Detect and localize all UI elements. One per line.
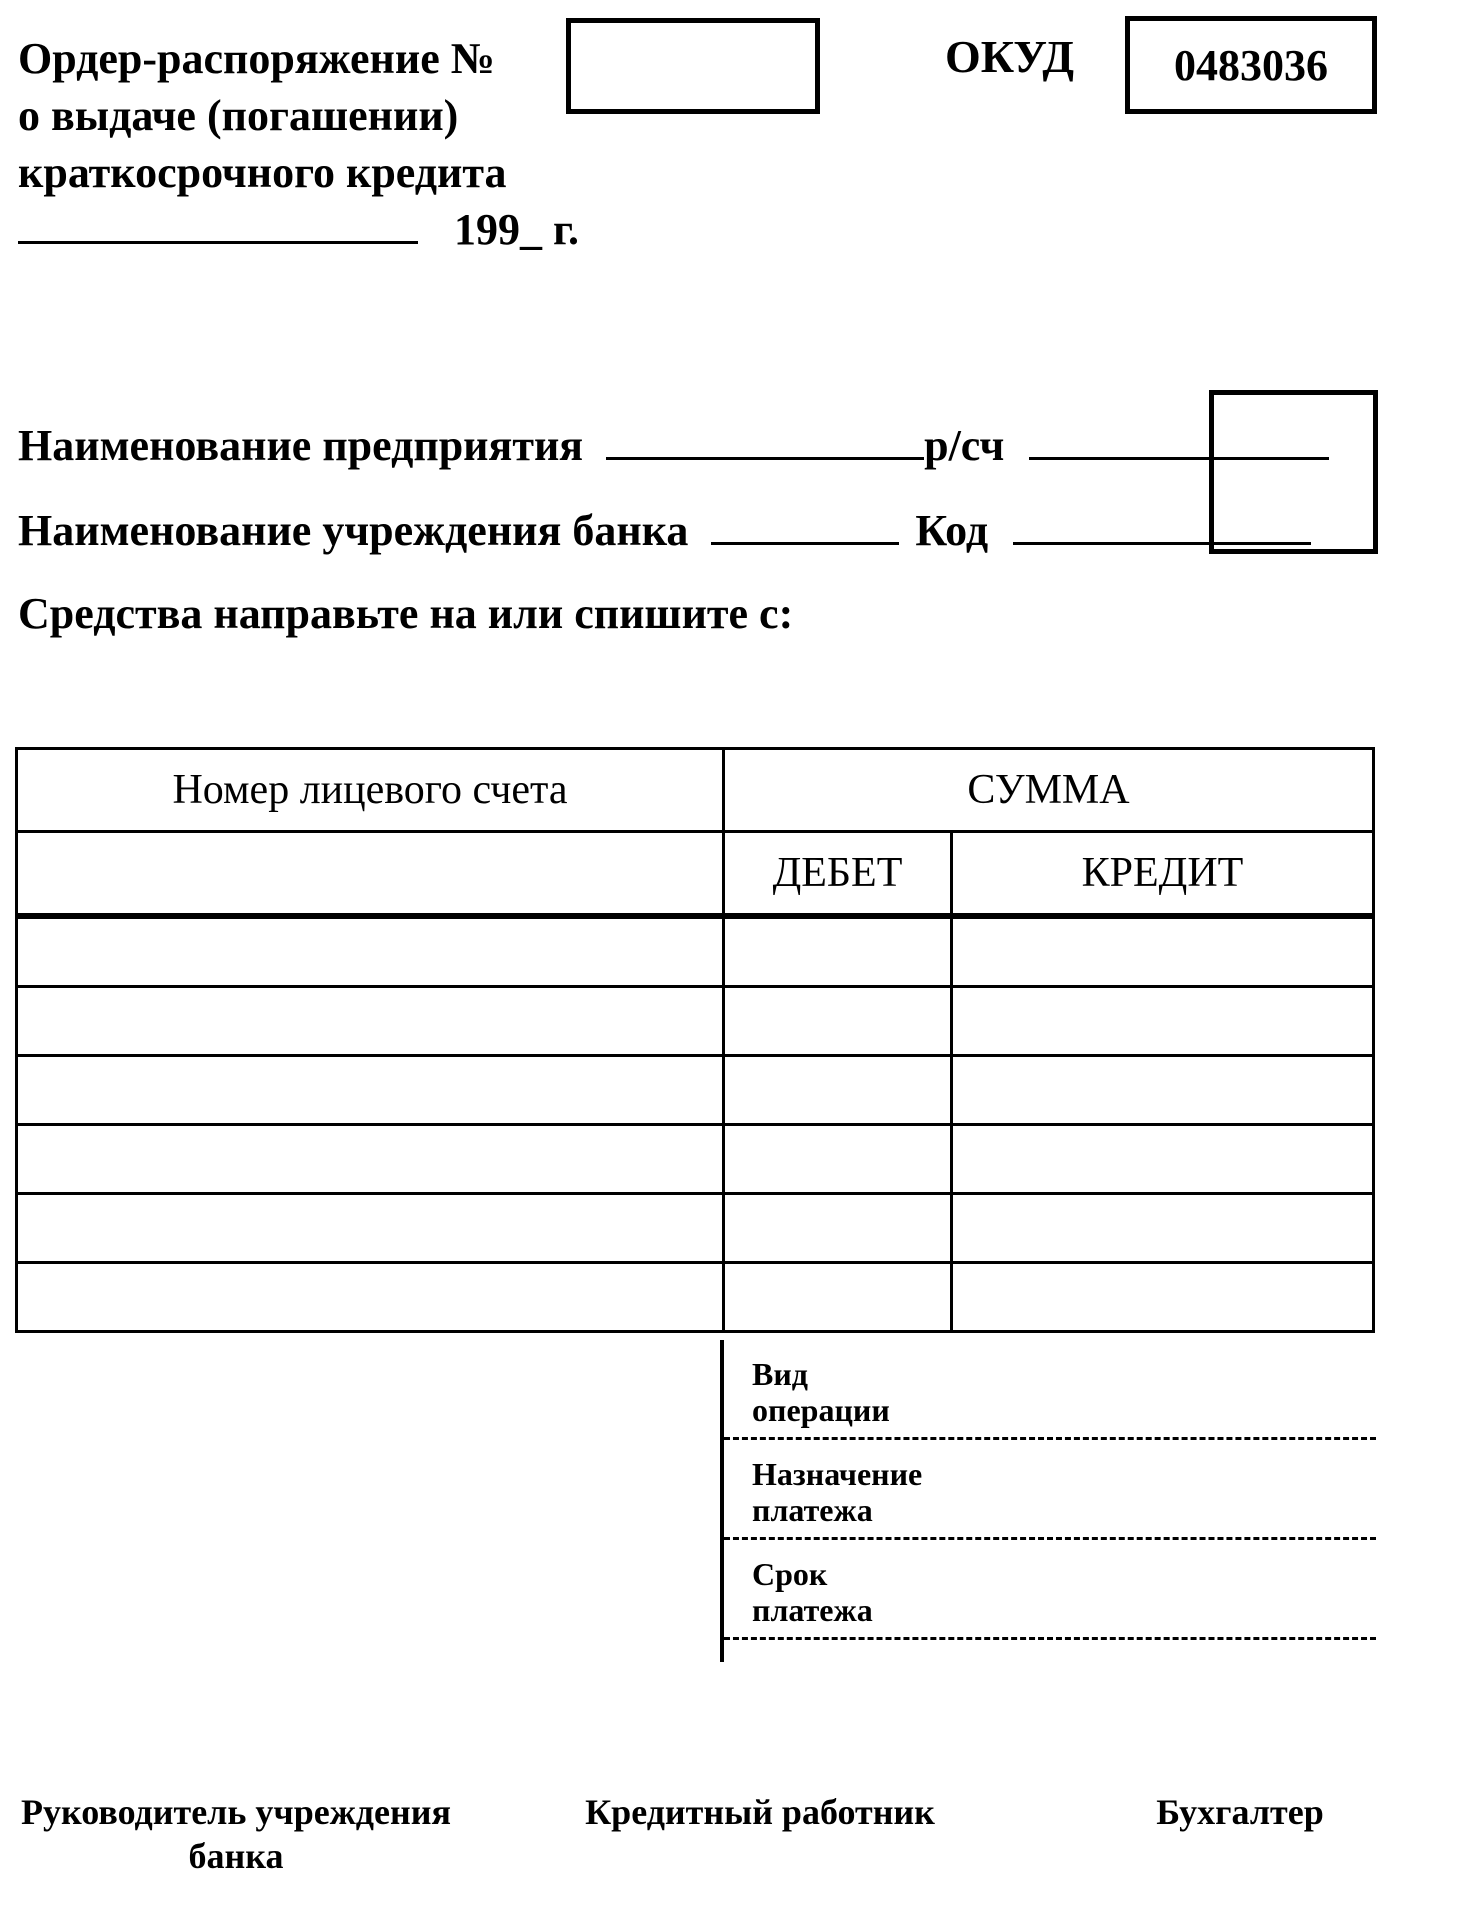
date-row [18,201,579,258]
enterprise-label: Наименование предприятия [18,421,584,470]
payment-purpose-field[interactable] [724,1440,1376,1540]
signature-bank-head [16,1790,456,1878]
debit-cell[interactable] [724,1125,952,1194]
table-row [17,1125,1374,1194]
payment-purpose-label-1: Назначение [752,1456,923,1492]
credit-cell[interactable] [952,1194,1374,1263]
table-row [17,1056,1374,1125]
operation-type-field[interactable] [724,1340,1376,1440]
enterprise-row [18,420,1329,471]
payment-term-field[interactable] [724,1540,1376,1640]
col-sum-header: СУММА [724,749,1374,832]
account-label: р/сч [924,421,1005,470]
debit-cell[interactable] [724,1263,952,1332]
credit-cell[interactable] [952,1125,1374,1194]
debit-cell[interactable] [724,1056,952,1125]
debit-cell[interactable] [724,987,952,1056]
account-cell[interactable] [17,1125,724,1194]
col-credit-header: КРЕДИТ [952,832,1374,917]
col-account-sub-empty [17,832,724,917]
account-cell[interactable] [17,916,724,987]
table-header-row [17,749,1374,832]
title-line-2: о выдаче (погашении) [18,91,459,140]
okud-label: ОКУД [945,31,1074,82]
payment-purpose-label-2: платежа [752,1492,873,1528]
account-cell[interactable] [17,1263,724,1332]
account-cell[interactable] [17,987,724,1056]
account-code-box[interactable] [1209,390,1378,554]
date-blank-field[interactable] [18,201,418,244]
title-line-1: Ордер-распоряжение № [18,34,495,83]
direction-text: Средства направьте на или спишите с: [18,589,794,638]
credit-cell[interactable] [952,916,1374,987]
account-cell[interactable] [17,1056,724,1125]
form-title [18,30,579,258]
operation-details [720,1340,1376,1662]
payment-term-label-2: платежа [752,1592,873,1628]
operation-type-label-1: Вид [752,1356,808,1392]
credit-cell[interactable] [952,987,1374,1056]
payment-term-label-1: Срок [752,1556,828,1592]
col-account-header: Номер лицевого счета [17,749,724,832]
debit-cell[interactable] [724,1194,952,1263]
table-row [17,987,1374,1056]
signature-credit-officer: Кредитный работник [585,1792,935,1832]
bank-label: Наименование учреждения банка [18,506,689,555]
accounts-table [15,747,1375,1333]
debit-cell[interactable] [724,916,952,987]
bank-head-label-1: Руководитель учреждения [21,1792,451,1832]
operation-type-label-2: операции [752,1392,890,1428]
order-number-field[interactable] [566,18,820,114]
credit-cell[interactable] [952,1056,1374,1125]
credit-cell[interactable] [952,1263,1374,1332]
okud-code-box [1125,16,1377,114]
table-row [17,1194,1374,1263]
year-text: 199_ г. [454,205,580,254]
bank-row [18,505,1311,556]
title-line-3: краткосрочного кредита [18,148,507,197]
table-subheader-row [17,832,1374,917]
code-label: Код [915,506,989,555]
enterprise-name-field[interactable] [606,425,924,460]
table-row [17,1263,1374,1332]
account-cell[interactable] [17,1194,724,1263]
bank-head-label-2: банка [188,1836,284,1876]
bank-name-field[interactable] [711,510,899,545]
col-debit-header: ДЕБЕТ [724,832,952,917]
table-row [17,916,1374,987]
signature-accountant: Бухгалтер [1156,1792,1324,1832]
okud-code: 0483036 [1174,40,1328,90]
